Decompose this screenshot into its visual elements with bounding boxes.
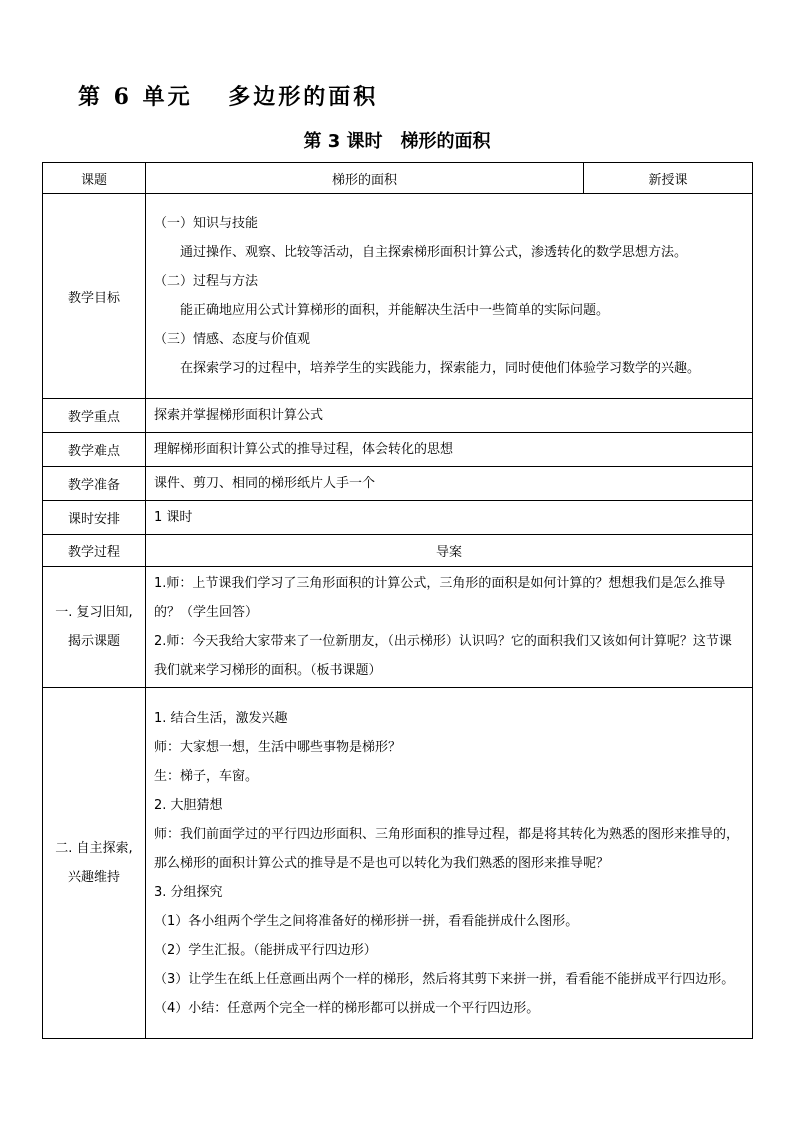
process-label: 教学过程 <box>43 535 146 567</box>
stage-2-line-10: （4）小结：任意两个完全一样的梯形都可以拼成一个平行四边形。 <box>154 1000 540 1016</box>
stage-2-line-9: （3）让学生在纸上任意画出两个一样的梯形，然后将其剪下来拼一拼，看看能不能拼成平行四边形。 <box>154 971 735 987</box>
preparation-value: 课件、剪刀、相同的梯形纸片人手一个 <box>146 467 753 501</box>
difficulty-label: 教学难点 <box>43 433 146 467</box>
stage-2-content <box>146 688 753 1039</box>
table-row-objectives <box>43 194 753 399</box>
table-row-stage-1 <box>43 567 753 688</box>
stage-1-line-1: 1.师：上节课我们学习了三角形面积的计算公式，三角形的面积是如何计算的？想想我们是怎么推导的？（学生回答） <box>154 576 726 620</box>
schedule-label: 课时安排 <box>43 501 146 535</box>
stage-2-label <box>43 688 146 1039</box>
stage-1-label-line-1: 一. 复习旧知, <box>55 605 133 620</box>
objective-heading-2: （二）过程与方法 <box>154 274 259 289</box>
lesson-plan-table <box>42 162 753 1039</box>
objectives-label: 教学目标 <box>43 194 146 399</box>
topic-label: 课题 <box>43 163 146 194</box>
stage-1-label-line-2: 揭示课题 <box>67 634 120 649</box>
stage-2-line-2: 师：大家想一想，生活中哪些事物是梯形？ <box>154 739 402 755</box>
objective-text-3: 在探索学习的过程中，培养学生的实践能力，探索能力，同时使他们体验学习数学的兴趣。 <box>180 361 701 376</box>
objective-heading-3: （三）情感、态度与价值观 <box>154 332 311 347</box>
stage-2-line-1: 1. 结合生活，激发兴趣 <box>154 710 288 726</box>
topic-value: 梯形的面积 <box>146 163 584 194</box>
lesson-title: 第 3 课时 梯形的面积 <box>303 131 491 152</box>
table-row-process-header <box>43 535 753 567</box>
table-row-schedule <box>43 501 753 535</box>
schedule-value: 1 课时 <box>146 501 753 535</box>
stage-2-line-4: 2. 大胆猜想 <box>154 797 223 813</box>
stage-2-label-line-2: 兴趣维持 <box>67 870 120 885</box>
difficulty-value: 理解梯形面积计算公式的推导过程，体会转化的思想 <box>146 433 753 467</box>
stage-1-label <box>43 567 146 688</box>
table-row-key-point <box>43 399 753 433</box>
objective-text-1: 通过操作、观察、比较等活动，自主探索梯形面积计算公式，渗透转化的数学思想方法。 <box>180 245 688 260</box>
key-point-value: 探索并掌握梯形面积计算公式 <box>146 399 753 433</box>
stage-2-line-6: 3. 分组探究 <box>154 884 223 900</box>
table-row-topic <box>43 163 753 194</box>
stage-1-line-2: 2.师：今天我给大家带来了一位新朋友，（出示梯形）认识吗？它的面积我们又该如何计算呢？这节课我们就来学习梯形的面积。（板书课题） <box>154 634 732 678</box>
table-row-stage-2 <box>43 688 753 1039</box>
table-row-preparation <box>43 467 753 501</box>
stage-2-line-8: （2）学生汇报。（能拼成平行四边形） <box>154 942 377 958</box>
stage-2-line-3: 生：梯子，车窗。 <box>154 768 259 784</box>
objectives-cell <box>146 194 753 399</box>
preparation-label: 教学准备 <box>43 467 146 501</box>
objective-heading-1: （一）知识与技能 <box>154 216 259 231</box>
stage-2-line-7: （1）各小组两个学生之间将准备好的梯形拼一拼，看看能拼成什么图形。 <box>154 913 579 929</box>
key-point-label: 教学重点 <box>43 399 146 433</box>
stage-1-content <box>146 567 753 688</box>
process-header: 导案 <box>146 535 753 567</box>
lesson-type: 新授课 <box>584 163 753 194</box>
stage-2-label-line-1: 二. 自主探索, <box>55 841 133 856</box>
objective-text-2: 能正确地应用公式计算梯形的面积，并能解决生活中一些简单的实际问题。 <box>180 303 610 318</box>
unit-title: 第 6 单元 多边形的面积 <box>78 84 379 110</box>
table-row-difficulty <box>43 433 753 467</box>
stage-2-line-5: 师：我们前面学过的平行四边形面积、三角形面积的推导过程，都是将其转化为熟悉的图形来推导的，那么梯形的面积计算公式的推导是不是也可以转化为我们熟悉的图形来推导呢？ <box>154 826 740 871</box>
